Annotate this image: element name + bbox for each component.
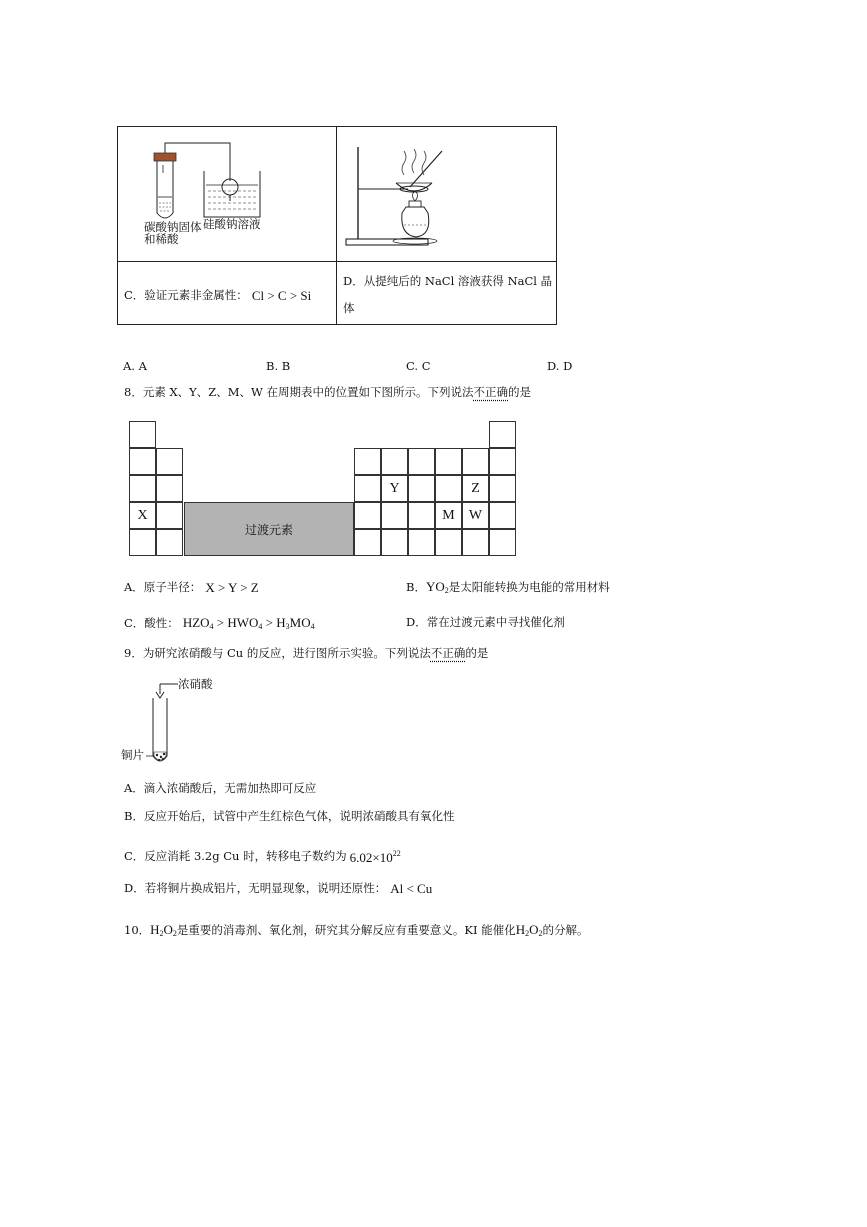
- apparatus-c-label-left: 碳酸钠固体 和稀酸: [144, 220, 202, 247]
- q10-o: O: [163, 922, 173, 937]
- pt-cell: [381, 502, 408, 529]
- q9-label-copper: 铜片: [121, 748, 144, 762]
- pt-cell-z: [462, 475, 489, 502]
- q8-option-d: D．常在过渡元素中寻找催化剂: [406, 615, 565, 629]
- experiment-table: [117, 126, 557, 325]
- apparatus-c-label-right: 硅酸钠溶液: [203, 217, 261, 231]
- pt-cell: [408, 448, 435, 475]
- pt-cell: [156, 475, 183, 502]
- q9-option-d: [124, 882, 432, 895]
- pt-cell: [381, 448, 408, 475]
- pt-cell: [381, 529, 408, 556]
- exp-option-c: [124, 289, 311, 302]
- q10-h2o2-formula-1: [150, 923, 177, 938]
- pt-cell: [408, 502, 435, 529]
- q8-option-b-prefix: B．: [406, 579, 426, 594]
- q10-h-sub-2: 2: [525, 929, 530, 938]
- q8-c-f2: > HWO: [213, 615, 259, 630]
- q10-o-sub: 2: [172, 929, 177, 938]
- q8-option-b: [406, 580, 610, 595]
- q7-choice-a: A. A: [123, 359, 147, 373]
- q10-text-end: 的分解。: [542, 922, 589, 937]
- q7-choice-c: C. C: [406, 359, 431, 373]
- q10-num: 10．: [124, 922, 151, 937]
- pt-cell: [354, 502, 381, 529]
- pt-cell: [489, 475, 516, 502]
- q8-option-b-formula-sub: 2: [444, 586, 449, 595]
- pt-cell: [156, 448, 183, 475]
- element-x-label: X: [137, 507, 148, 523]
- q9-option-c-base: 6.02×10: [349, 850, 393, 865]
- pt-cell: [129, 475, 156, 502]
- q8-option-c: [124, 616, 315, 631]
- q8-option-b-text: 是太阳能转换为电能的常用材料: [448, 579, 610, 594]
- pt-cell-x: [129, 502, 156, 529]
- pt-cell-m: [435, 502, 462, 529]
- q9-option-c-text: C．反应消耗 3.2g Cu 时，转移电子数约为: [124, 849, 347, 864]
- pt-cell-w: [462, 502, 489, 529]
- pt-cell: [156, 529, 183, 556]
- q10-text-mid: 是重要的消毒剂、氧化剂，研究其分解反应有重要意义。KI 能催化: [176, 922, 516, 937]
- pt-cell: [489, 529, 516, 556]
- q10-o-sub-2: 2: [538, 929, 543, 938]
- pt-cell: [129, 448, 156, 475]
- q9-stem: [124, 648, 488, 660]
- pt-cell: [489, 448, 516, 475]
- q8-option-a-text: A．原子半径：: [124, 579, 202, 594]
- transition-elements-block: [184, 502, 354, 556]
- q9-option-b: B．反应开始后，试管中产生红棕色气体，说明浓硝酸具有氧化性: [124, 809, 455, 823]
- q8-stem: [124, 387, 531, 399]
- q10-h-2: H: [515, 922, 526, 937]
- pt-cell: [129, 421, 156, 448]
- pt-cell: [462, 448, 489, 475]
- q8-option-a: [124, 581, 259, 594]
- q10-h: H: [150, 922, 160, 937]
- pt-cell: [435, 475, 462, 502]
- q9-option-c: [124, 850, 401, 864]
- q9-stem-emph: 不正确: [430, 646, 466, 660]
- element-y-label: Y: [389, 480, 400, 496]
- table-divider-vertical: [336, 127, 337, 324]
- element-w-label: W: [468, 507, 483, 523]
- pt-cell: [354, 448, 381, 475]
- element-z-label: Z: [471, 480, 480, 496]
- pt-cell: [408, 475, 435, 502]
- q9-option-c-exp: 22: [392, 849, 401, 858]
- pt-cell: [435, 448, 462, 475]
- exp-option-c-formula: Cl > C > Si: [251, 288, 312, 303]
- apparatus-d-diagram: [342, 141, 548, 257]
- q8-c-f4: MO: [289, 615, 311, 630]
- q8-c-f3-sub: 3: [285, 622, 290, 631]
- q9-option-d-text: D．若将铜片换成铝片，无明显现象，说明还原性：: [124, 880, 387, 895]
- pt-cell: [489, 421, 516, 448]
- q8-c-f1: HZO: [182, 615, 210, 630]
- q8-option-c-text: C．酸性：: [124, 615, 179, 630]
- q8-option-a-formula: X > Y > Z: [205, 580, 259, 595]
- element-m-label: M: [442, 507, 455, 523]
- q8-c-f4-sub: 4: [310, 622, 315, 631]
- q8-option-b-formula: [426, 580, 449, 595]
- q8-stem-pre: 8．元素 X、Y、Z、M、W 在周期表中的位置如下图所示。下列说法: [124, 385, 474, 399]
- q9-label-acid: 浓硝酸: [178, 677, 213, 691]
- q8-option-b-formula-main: YO: [425, 579, 445, 594]
- exp-option-c-text: C．验证元素非金属性：: [124, 287, 248, 302]
- q8-c-f3: > H: [262, 615, 286, 630]
- pt-cell: [435, 529, 462, 556]
- q8-c-f2-sub: 4: [258, 622, 263, 631]
- q7-choice-b: B. B: [266, 359, 291, 373]
- q8-stem-post: 的是: [508, 385, 531, 399]
- q9-option-d-formula: Al < Cu: [390, 881, 433, 896]
- pt-cell-y: [381, 475, 408, 502]
- q10-h2o2-formula-2: [516, 923, 543, 938]
- pt-cell: [489, 502, 516, 529]
- pt-cell: [354, 475, 381, 502]
- q7-choice-d: D. D: [547, 359, 573, 373]
- q9-option-c-formula: [350, 850, 401, 864]
- exp-option-d-line2: 体: [343, 301, 355, 315]
- q10-h-sub: 2: [159, 929, 164, 938]
- pt-cell: [129, 529, 156, 556]
- pt-cell: [156, 502, 183, 529]
- table-divider-horizontal: [118, 261, 556, 262]
- q8-stem-emph: 不正确: [473, 385, 508, 399]
- pt-cell: [462, 529, 489, 556]
- q9-stem-post: 的是: [465, 646, 489, 660]
- exp-option-d-line1: D．从提纯后的 NaCl 溶液获得 NaCl 晶: [343, 274, 553, 288]
- q10-o-2: O: [529, 922, 539, 937]
- pt-cell: [354, 529, 381, 556]
- q10-stem: [124, 923, 589, 938]
- pt-cell: [408, 529, 435, 556]
- transition-label: 过渡元素: [244, 522, 293, 537]
- q8-option-c-formula: [183, 616, 315, 631]
- q8-c-f1-sub: 4: [209, 622, 214, 631]
- q9-option-a: A．滴入浓硝酸后，无需加热即可反应: [124, 781, 317, 795]
- q9-stem-pre: 9．为研究浓硝酸与 Cu 的反应，进行图所示实验。下列说法: [124, 646, 431, 660]
